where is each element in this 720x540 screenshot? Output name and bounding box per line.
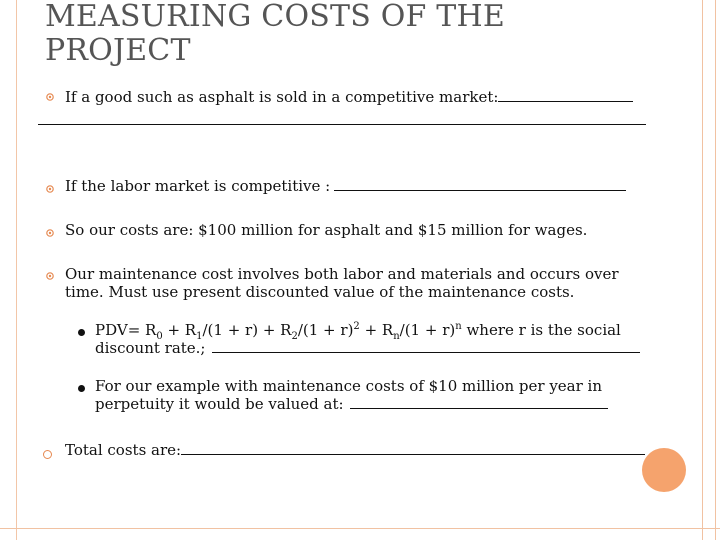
sub-bullet-dot [78,329,85,336]
pdv-text: + R [359,321,394,339]
pdv-text: /(1 + r) [399,321,456,339]
answer-blank [334,178,626,191]
pdv-subscript: n [393,331,400,342]
bottom-frame-line [0,528,720,529]
pdv-discount-text: discount rate.; [95,339,206,357]
bullet-labor-text: If the labor market is competitive : [65,177,331,195]
answer-blank [350,396,608,409]
pdv-superscript: 2 [353,321,360,332]
pdv-subscript: 2 [291,331,298,342]
pdv-superscript: n [455,321,462,332]
example-line2 [95,395,685,413]
bullet-marker-icon [45,271,55,281]
pdv-text: PDV= R [95,321,157,339]
bullet-marker-icon [45,184,55,194]
right-frame-line [702,0,703,540]
bullet-maintenance [65,265,685,301]
pdv-text: /(1 + r) + R [202,321,292,339]
pdv-text: + R [162,321,197,339]
pdv-text: /(1 + r) [297,321,354,339]
bullet-labor [65,177,665,195]
bullet-ring-icon [43,450,52,459]
bullet-marker-icon [45,228,55,238]
bullet-asphalt-text: If a good such as asphalt is sold in a competitive market: [65,88,499,106]
answer-blank [212,340,640,353]
bullet-maintenance-line2: time. Must use present discounted value of the maintenance costs. [65,283,575,301]
total-costs [65,441,665,459]
bullet-asphalt [65,88,665,106]
left-frame-border [0,0,17,540]
bullet-costs: So our costs are: $100 million for asphalt and $15 million for wages. [65,221,588,239]
example-line1: For our example with maintenance costs of $10 million per year in [95,377,603,395]
right-frame-line [715,0,716,540]
pdv-subscript: 0 [156,331,163,342]
example-line2-text: perpetuity it would be valued at: [95,395,344,413]
pdv-formula-line [95,321,685,342]
bullet-marker-icon [45,92,55,102]
sub-bullet-example [95,377,685,413]
pdv-line2 [95,339,685,357]
slide-title: MEASURING COSTS OF THE PROJECT [45,0,505,68]
total-costs-text: Total costs are: [65,441,182,459]
answer-blank [38,124,646,125]
bullet-maintenance-line1: Our maintenance cost involves both labor and materials and occurs over [65,265,619,283]
answer-blank [498,89,633,102]
answer-blank [181,442,645,455]
sub-bullet-dot [78,385,85,392]
pdv-subscript: 1 [196,331,203,342]
decorative-circle-icon [642,448,686,492]
pdv-text: where r is the social [461,321,621,339]
sub-bullet-pdv [95,321,685,357]
